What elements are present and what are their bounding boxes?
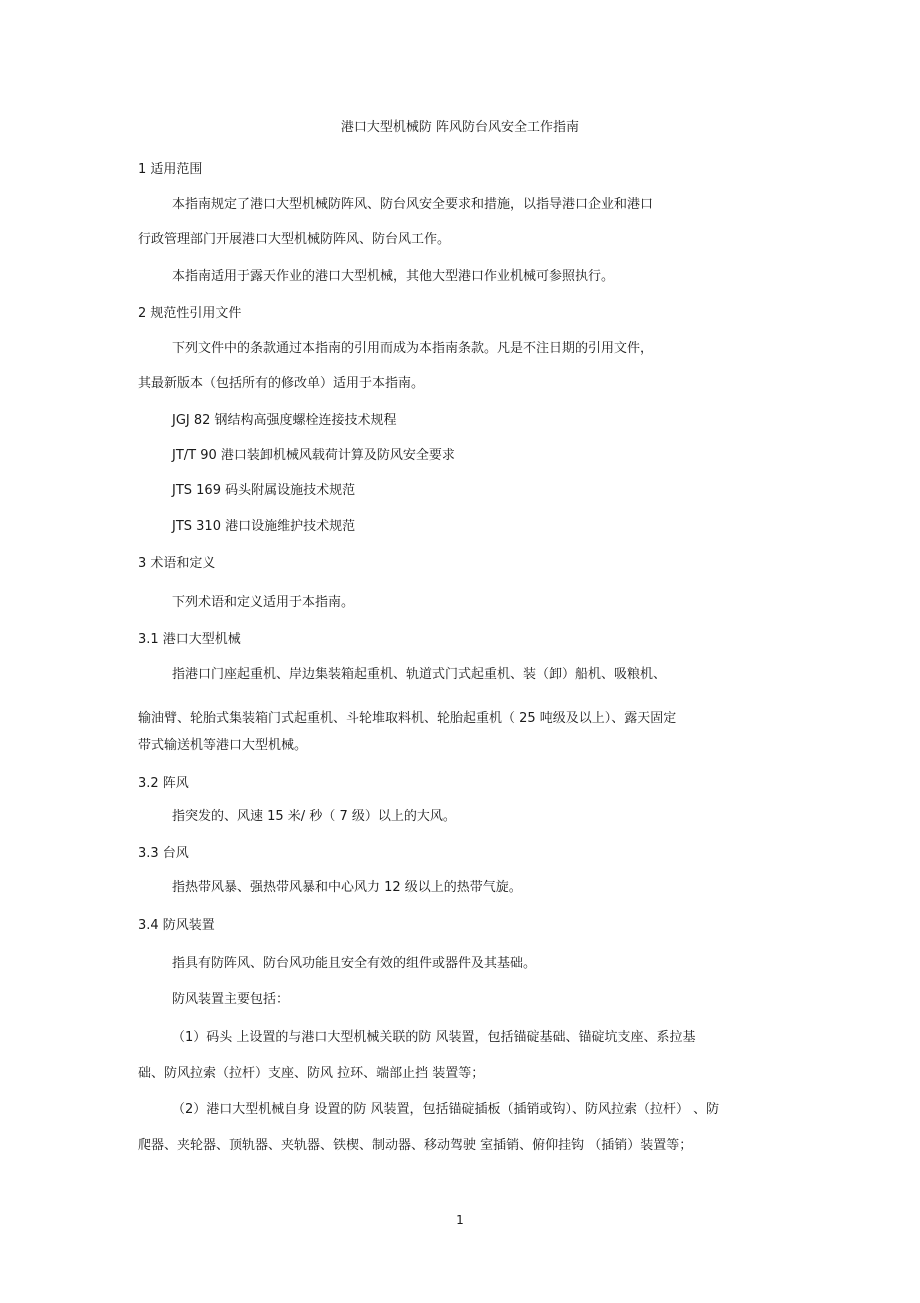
term-3-1-text: 输油臂、轮胎式集装箱门式起重机、斗轮堆取料机、轮胎起重机（ 25 吨级及以上）、露天固定 — [138, 711, 677, 726]
reference-item: JTS 310 港口设施维护技术规范 — [172, 519, 356, 534]
term-3-4-text: 指具有防阵风、防台风功能且安全有效的组件或器件及其基础。 — [172, 956, 537, 971]
term-3-1-heading: 3.1 港口大型机械 — [138, 632, 241, 647]
page-number: 1 — [456, 1213, 464, 1227]
term-3-2-text: 指突发的、风速 15 米/ 秒（ 7 级）以上的大风。 — [172, 809, 456, 824]
section-1-paragraph-1a: 本指南规定了港口大型机械防阵风、防台风安全要求和措施，以指导港口企业和港口 — [172, 197, 654, 212]
page-title: 港口大型机械防 阵风防台风安全工作指南 — [340, 120, 580, 135]
reference-item: JGJ 82 钢结构高强度螺栓连接技术规程 — [172, 413, 397, 428]
term-3-4-text: 础、防风拉索（拉杆）支座、防风 拉环、端部止挡 装置等； — [138, 1066, 485, 1081]
term-3-1-text: 指港口门座起重机、岸边集装箱起重机、轨道式门式起重机、装（卸）船机、吸粮机、 — [172, 667, 667, 682]
reference-item: JT/T 90 港口装卸机械风载荷计算及防风安全要求 — [172, 448, 455, 463]
section-1-paragraph-2: 本指南适用于露天作业的港口大型机械，其他大型港口作业机械可参照执行。 — [172, 269, 615, 284]
term-3-4-text: （1）码头 上设置的与港口大型机械关联的防 风装置，包括锚碇基础、锚碇坑支座、系拉基 — [172, 1030, 696, 1045]
section-2-paragraph-1b: 其最新版本（包括所有的修改单）适用于本指南。 — [138, 376, 425, 391]
term-3-3-heading: 3.3 台风 — [138, 846, 189, 861]
section-1-paragraph-1b: 行政管理部门开展港口大型机械防阵风、防台风工作。 — [138, 232, 451, 247]
term-3-4-text: 防风装置主要包括： — [172, 992, 290, 1007]
term-3-3-text: 指热带风暴、强热带风暴和中心风力 12 级以上的热带气旋。 — [172, 880, 522, 895]
term-3-4-text: （2）港口大型机械自身 设置的防 风装置，包括锚碇插板（插销或钩）、防风拉索（拉杆） 、防 — [172, 1102, 720, 1117]
term-3-1-text: 带式输送机等港口大型机械。 — [138, 738, 308, 753]
section-3-intro: 下列术语和定义适用于本指南。 — [172, 595, 355, 610]
term-3-4-heading: 3.4 防风装置 — [138, 918, 215, 933]
section-1-heading: 1 适用范围 — [138, 162, 203, 177]
term-3-2-heading: 3.2 阵风 — [138, 776, 189, 791]
term-3-4-text: 爬器、夹轮器、顶轨器、夹轨器、铁楔、制动器、移动驾驶 室插销、俯仰挂钩 （插销）装置等； — [138, 1138, 693, 1153]
section-3-heading: 3 术语和定义 — [138, 556, 216, 571]
section-2-paragraph-1a: 下列文件中的条款通过本指南的引用而成为本指南条款。凡是不注日期的引用文件， — [172, 341, 654, 356]
reference-item: JTS 169 码头附属设施技术规范 — [172, 483, 356, 498]
section-2-heading: 2 规范性引用文件 — [138, 306, 242, 321]
